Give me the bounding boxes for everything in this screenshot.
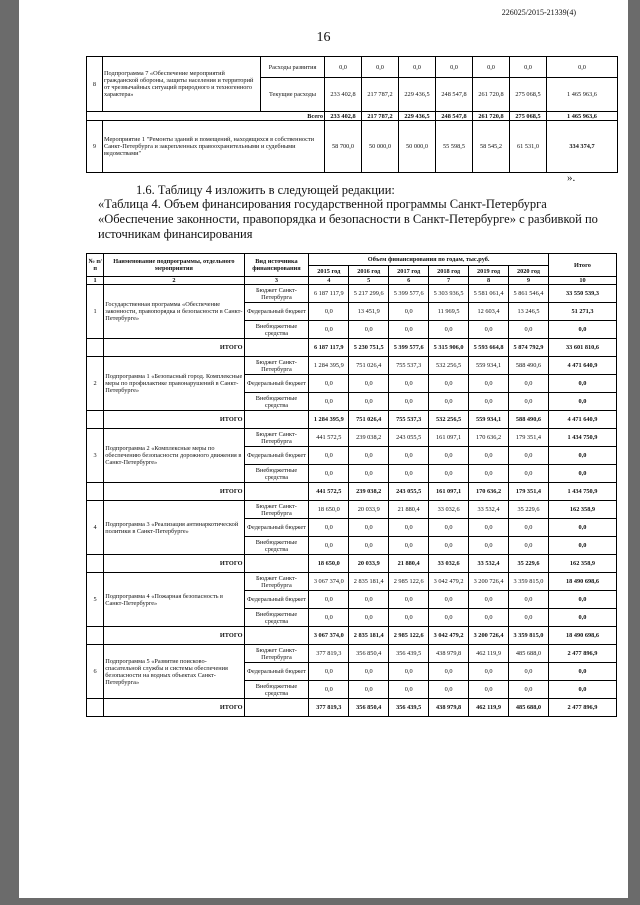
- empty-cell: [244, 483, 309, 501]
- value-cell: 0,0: [309, 303, 349, 321]
- value-cell: 0,0: [362, 57, 399, 78]
- financing-table: [86, 253, 617, 717]
- value-cell: 0,0: [349, 519, 389, 537]
- value-cell: 0,0: [509, 609, 549, 627]
- value-cell: 0,0: [389, 465, 429, 483]
- value-cell: 0,0: [309, 321, 349, 339]
- total-value: 2 477 896,9: [548, 699, 616, 717]
- total-value: 5 874 792,9: [509, 339, 549, 357]
- value-cell: 1 284 395,9: [309, 357, 349, 375]
- value-cell: 0,0: [429, 321, 469, 339]
- header-col-number: 6: [389, 277, 429, 285]
- value-cell: 0,0: [309, 591, 349, 609]
- value-cell: 18 490 698,6: [548, 573, 616, 591]
- funding-source: Внебюджетные средства: [244, 465, 309, 483]
- value-cell: 35 229,6: [509, 501, 549, 519]
- value-cell: 5 581 061,4: [469, 285, 509, 303]
- value-cell: 0,0: [469, 537, 509, 555]
- total-value: 438 979,8: [429, 699, 469, 717]
- measure-name: Мероприятие 1 "Ремонты зданий и помещений, находящихся в собственности Санкт-Петербурга и закрепленных правоохранительными и судебными ведомствами": [103, 121, 325, 173]
- value-cell: 0,0: [548, 537, 616, 555]
- value-cell: 0,0: [510, 57, 547, 78]
- value-cell: 0,0: [389, 519, 429, 537]
- row-number: 5: [87, 573, 104, 627]
- funding-source: Федеральный бюджет: [244, 591, 309, 609]
- funding-source: Бюджет Санкт-Петербурга: [244, 357, 309, 375]
- value-cell: 0,0: [429, 519, 469, 537]
- total-value: 356 850,4: [349, 699, 389, 717]
- total-value: 275 068,5: [510, 112, 547, 121]
- table-caption: «Таблица 4. Объем финансирования государственной программы Санкт-Петербурга «Обеспечение законности, правопорядка и безопасности в Санкт-Петербурге» с разбивкой по источникам финансирования: [98, 197, 598, 241]
- total-value: 441 572,5: [309, 483, 349, 501]
- program-name: Подпрограмма 4 «Пожарная безопасность в Санкт-Петербурге»: [104, 573, 244, 627]
- total-value: 377 819,3: [309, 699, 349, 717]
- total-row: [87, 555, 617, 573]
- funding-source: Бюджет Санкт-Петербурга: [244, 573, 309, 591]
- value-cell: 179 351,4: [509, 429, 549, 447]
- value-cell: 1 465 963,6: [547, 78, 618, 112]
- total-value: 588 490,6: [509, 411, 549, 429]
- value-cell: 0,0: [509, 321, 549, 339]
- header-col-number: 3: [244, 277, 309, 285]
- total-value: 6 187 117,9: [309, 339, 349, 357]
- funding-source: Внебюджетные средства: [244, 609, 309, 627]
- value-cell: 0,0: [436, 57, 473, 78]
- value-cell: 18 650,0: [309, 501, 349, 519]
- table-row: [87, 121, 618, 173]
- total-row: [87, 339, 617, 357]
- value-cell: 2 477 896,9: [548, 645, 616, 663]
- value-cell: 170 636,2: [469, 429, 509, 447]
- total-value: 4 471 640,9: [548, 411, 616, 429]
- document-id: 226025/2015-21339(4): [501, 8, 576, 17]
- value-cell: 0,0: [349, 681, 389, 699]
- header-col-number: 4: [309, 277, 349, 285]
- value-cell: 11 969,5: [429, 303, 469, 321]
- value-cell: 0,0: [429, 465, 469, 483]
- total-row: [87, 411, 617, 429]
- total-value: 18 650,0: [309, 555, 349, 573]
- total-value: 217 787,2: [362, 112, 399, 121]
- value-cell: 33 532,4: [469, 501, 509, 519]
- value-cell: 0,0: [469, 591, 509, 609]
- total-value: 751 026,4: [349, 411, 389, 429]
- document-page: [19, 0, 628, 898]
- table-row: [87, 573, 617, 591]
- total-label: ИТОГО: [104, 627, 244, 645]
- total-value: 35 229,6: [509, 555, 549, 573]
- value-cell: 0,0: [469, 465, 509, 483]
- table-row: [87, 57, 618, 78]
- program-name: Подпрограмма 1 «Безопасный город. Комплексные меры по профилактике правонарушений в Санкт-Петербурге»: [104, 357, 244, 411]
- header-col-number: 8: [469, 277, 509, 285]
- value-cell: 261 720,8: [473, 78, 510, 112]
- header-source: Вид источника финансирования: [244, 254, 309, 277]
- row-number: 1: [87, 285, 104, 339]
- value-cell: 5 861 546,4: [509, 285, 549, 303]
- total-label: ИТОГО: [104, 555, 244, 573]
- value-cell: 0,0: [469, 393, 509, 411]
- total-value: 1 284 395,9: [309, 411, 349, 429]
- table-row: [87, 357, 617, 375]
- value-cell: 51 271,3: [548, 303, 616, 321]
- empty-cell: [244, 699, 309, 717]
- value-cell: 1 434 750,9: [548, 429, 616, 447]
- total-label: ИТОГО: [104, 411, 244, 429]
- value-cell: 5 217 299,6: [349, 285, 389, 303]
- value-cell: 485 688,0: [509, 645, 549, 663]
- value-cell: 0,0: [469, 681, 509, 699]
- value-cell: 0,0: [548, 591, 616, 609]
- value-cell: 12 603,4: [469, 303, 509, 321]
- value-cell: 0,0: [469, 663, 509, 681]
- value-cell: 2 985 122,6: [389, 573, 429, 591]
- page-number: 16: [316, 30, 331, 45]
- header-num: № п/п: [87, 254, 104, 277]
- program-name: Подпрограмма 7 «Обеспечение мероприятий гражданской обороны, защиты населения и территорий от чрезвычайных ситуаций природного и техногенного характера»: [103, 57, 261, 112]
- value-cell: 0,0: [469, 519, 509, 537]
- value-cell: 356 439,5: [389, 645, 429, 663]
- value-cell: 356 850,4: [349, 645, 389, 663]
- header-col-number: 9: [509, 277, 549, 285]
- value-cell: 21 880,4: [389, 501, 429, 519]
- total-value: 5 593 664,8: [469, 339, 509, 357]
- value-cell: 0,0: [469, 375, 509, 393]
- value-cell: 0,0: [349, 375, 389, 393]
- value-cell: 161 097,1: [429, 429, 469, 447]
- value-cell: 13 451,9: [349, 303, 389, 321]
- total-value: 170 636,2: [469, 483, 509, 501]
- empty-cell: [87, 699, 104, 717]
- total-label: ИТОГО: [104, 483, 244, 501]
- value-cell: 0,0: [509, 681, 549, 699]
- value-cell: 0,0: [349, 537, 389, 555]
- value-cell: 0,0: [309, 465, 349, 483]
- funding-source: Бюджет Санкт-Петербурга: [244, 501, 309, 519]
- value-cell: 751 026,4: [349, 357, 389, 375]
- total-value: 1 465 963,6: [547, 112, 618, 121]
- header-col-number: 7: [429, 277, 469, 285]
- total-value: 559 934,1: [469, 411, 509, 429]
- value-cell: 3 359 815,0: [509, 573, 549, 591]
- total-value: 161 097,1: [429, 483, 469, 501]
- value-cell: 0,0: [389, 663, 429, 681]
- total-label: ИТОГО: [104, 339, 244, 357]
- value-cell: 0,0: [469, 609, 509, 627]
- value-cell: 441 572,5: [309, 429, 349, 447]
- continuation-table: [86, 56, 618, 173]
- empty-cell: [244, 339, 309, 357]
- table-row: [87, 501, 617, 519]
- program-name: Подпрограмма 3 «Реализация антинаркотической политики в Санкт-Петербурге»: [104, 501, 244, 555]
- total-value: 3 359 815,0: [509, 627, 549, 645]
- value-cell: 33 032,6: [429, 501, 469, 519]
- value-cell: 377 819,3: [309, 645, 349, 663]
- funding-source: Внебюджетные средства: [244, 393, 309, 411]
- value-cell: 0,0: [509, 591, 549, 609]
- value-cell: 0,0: [547, 57, 618, 78]
- total-value: 33 532,4: [469, 555, 509, 573]
- value-cell: 3 200 726,4: [469, 573, 509, 591]
- header-year: 2020 год: [509, 266, 549, 277]
- value-cell: 0,0: [389, 393, 429, 411]
- program-name: Государственная программа «Обеспечение законности, правопорядка и безопасности в Санкт-Петербурге»: [104, 285, 244, 339]
- value-cell: 243 055,5: [389, 429, 429, 447]
- table-row: [87, 645, 617, 663]
- value-cell: 20 033,9: [349, 501, 389, 519]
- header-col-number: 5: [349, 277, 389, 285]
- value-cell: 0,0: [349, 465, 389, 483]
- value-cell: 588 490,6: [509, 357, 549, 375]
- value-cell: 0,0: [473, 57, 510, 78]
- total-label: Всего: [87, 112, 325, 121]
- value-cell: 0,0: [349, 609, 389, 627]
- header-col-number: 2: [104, 277, 244, 285]
- table-row: [87, 285, 617, 303]
- total-value: 462 119,9: [469, 699, 509, 717]
- value-cell: 0,0: [469, 447, 509, 465]
- header-volume: Объем финансирования по годам, тыс.руб.: [309, 254, 549, 266]
- funding-source: Федеральный бюджет: [244, 447, 309, 465]
- header-year: 2019 год: [469, 266, 509, 277]
- row-number: 3: [87, 429, 104, 483]
- empty-cell: [244, 555, 309, 573]
- value-cell: 0,0: [309, 663, 349, 681]
- value-cell: 0,0: [389, 447, 429, 465]
- header-year: 2015 год: [309, 266, 349, 277]
- value-cell: 0,0: [309, 681, 349, 699]
- value-cell: 0,0: [509, 375, 549, 393]
- value-cell: 0,0: [509, 519, 549, 537]
- value-cell: 0,0: [509, 393, 549, 411]
- value-cell: 61 531,0: [510, 121, 547, 173]
- header-name: Наименование подпрограммы, отдельного мероприятия: [104, 254, 244, 277]
- value-cell: 233 402,8: [325, 78, 362, 112]
- total-row: [87, 112, 618, 121]
- value-cell: 0,0: [469, 321, 509, 339]
- total-value: 18 490 698,6: [548, 627, 616, 645]
- row-number: 8: [87, 57, 103, 112]
- value-cell: 3 042 479,2: [429, 573, 469, 591]
- value-cell: 58 700,0: [325, 121, 362, 173]
- value-cell: 0,0: [509, 465, 549, 483]
- value-cell: 4 471 640,9: [548, 357, 616, 375]
- value-cell: 0,0: [548, 393, 616, 411]
- value-cell: 0,0: [389, 591, 429, 609]
- total-value: 2 835 181,4: [349, 627, 389, 645]
- total-value: 5 230 751,5: [349, 339, 389, 357]
- value-cell: 6 187 117,9: [309, 285, 349, 303]
- value-cell: 0,0: [389, 609, 429, 627]
- value-cell: 438 979,8: [429, 645, 469, 663]
- total-value: 356 439,5: [389, 699, 429, 717]
- value-cell: 0,0: [548, 465, 616, 483]
- value-cell: 559 934,1: [469, 357, 509, 375]
- table-row: [87, 429, 617, 447]
- value-cell: 229 436,5: [399, 78, 436, 112]
- total-value: 1 434 750,9: [548, 483, 616, 501]
- total-value: 248 547,8: [436, 112, 473, 121]
- quote-end: ».: [567, 172, 576, 184]
- value-cell: 50 000,0: [362, 121, 399, 173]
- value-cell: 0,0: [349, 591, 389, 609]
- total-row: [87, 627, 617, 645]
- funding-source: Федеральный бюджет: [244, 519, 309, 537]
- value-cell: 5 399 577,6: [389, 285, 429, 303]
- funding-source: Бюджет Санкт-Петербурга: [244, 285, 309, 303]
- value-cell: 0,0: [389, 681, 429, 699]
- total-value: 755 537,3: [389, 411, 429, 429]
- total-value: 179 351,4: [509, 483, 549, 501]
- total-value: 3 200 726,4: [469, 627, 509, 645]
- value-cell: 0,0: [548, 375, 616, 393]
- value-cell: 0,0: [309, 375, 349, 393]
- value-cell: 0,0: [548, 663, 616, 681]
- total-label: ИТОГО: [104, 699, 244, 717]
- total-row: [87, 483, 617, 501]
- total-value: 5 315 906,0: [429, 339, 469, 357]
- program-name: Подпрограмма 2 «Комплексные меры по обеспечению безопасности дорожного движения в Санкт-Петербурге»: [104, 429, 244, 483]
- value-cell: 0,0: [429, 393, 469, 411]
- total-value: 261 720,8: [473, 112, 510, 121]
- value-cell: 0,0: [309, 537, 349, 555]
- row-number: 9: [87, 121, 103, 173]
- row-number: 2: [87, 357, 104, 411]
- empty-cell: [87, 555, 104, 573]
- value-cell: 0,0: [548, 681, 616, 699]
- value-cell: 0,0: [429, 375, 469, 393]
- value-cell: 334 374,7: [547, 121, 618, 173]
- total-value: 20 033,9: [349, 555, 389, 573]
- section-heading: 1.6. Таблицу 4 изложить в следующей редакции:: [136, 183, 395, 197]
- value-cell: 275 068,5: [510, 78, 547, 112]
- expense-type: Расходы развития: [261, 57, 325, 78]
- value-cell: 0,0: [399, 57, 436, 78]
- total-value: 21 880,4: [389, 555, 429, 573]
- total-value: 233 402,8: [325, 112, 362, 121]
- header-col-number: 1: [87, 277, 104, 285]
- value-cell: 0,0: [389, 303, 429, 321]
- value-cell: 50 000,0: [399, 121, 436, 173]
- funding-source: Федеральный бюджет: [244, 663, 309, 681]
- value-cell: 248 547,8: [436, 78, 473, 112]
- row-number: 4: [87, 501, 104, 555]
- total-value: 532 256,5: [429, 411, 469, 429]
- total-value: 162 358,9: [548, 555, 616, 573]
- value-cell: 0,0: [349, 321, 389, 339]
- value-cell: 55 598,5: [436, 121, 473, 173]
- value-cell: 0,0: [548, 609, 616, 627]
- value-cell: 532 256,5: [429, 357, 469, 375]
- header-year: 2018 год: [429, 266, 469, 277]
- empty-cell: [87, 627, 104, 645]
- value-cell: 0,0: [429, 663, 469, 681]
- empty-cell: [244, 411, 309, 429]
- funding-source: Федеральный бюджет: [244, 375, 309, 393]
- header-col-number: 10: [548, 277, 616, 285]
- value-cell: 0,0: [389, 321, 429, 339]
- value-cell: 0,0: [429, 537, 469, 555]
- total-value: 2 985 122,6: [389, 627, 429, 645]
- total-value: 3 042 479,2: [429, 627, 469, 645]
- value-cell: 755 537,3: [389, 357, 429, 375]
- value-cell: 462 119,9: [469, 645, 509, 663]
- total-value: 5 399 577,6: [389, 339, 429, 357]
- total-value: 33 032,6: [429, 555, 469, 573]
- value-cell: 3 067 374,0: [309, 573, 349, 591]
- empty-cell: [87, 483, 104, 501]
- value-cell: 0,0: [309, 393, 349, 411]
- funding-source: Бюджет Санкт-Петербурга: [244, 429, 309, 447]
- value-cell: 0,0: [389, 375, 429, 393]
- value-cell: 0,0: [429, 447, 469, 465]
- value-cell: 0,0: [548, 447, 616, 465]
- funding-source: Федеральный бюджет: [244, 303, 309, 321]
- value-cell: 0,0: [429, 591, 469, 609]
- header-total: Итого: [548, 254, 616, 277]
- value-cell: 0,0: [429, 681, 469, 699]
- value-cell: 0,0: [509, 447, 549, 465]
- total-value: 33 601 810,6: [548, 339, 616, 357]
- value-cell: 217 787,2: [362, 78, 399, 112]
- value-cell: 5 303 936,5: [429, 285, 469, 303]
- value-cell: 0,0: [429, 609, 469, 627]
- program-name: Подпрограмма 5 «Развитие поисково-спасательной службы и системы обеспечения безопасности на водных объектах Санкт-Петербурга»: [104, 645, 244, 699]
- empty-cell: [244, 627, 309, 645]
- funding-source: Внебюджетные средства: [244, 537, 309, 555]
- total-value: 243 055,5: [389, 483, 429, 501]
- header-year: 2017 год: [389, 266, 429, 277]
- value-cell: 0,0: [309, 447, 349, 465]
- funding-source: Внебюджетные средства: [244, 681, 309, 699]
- value-cell: 33 550 539,3: [548, 285, 616, 303]
- total-value: 239 038,2: [349, 483, 389, 501]
- row-number: 6: [87, 645, 104, 699]
- funding-source: Бюджет Санкт-Петербурга: [244, 645, 309, 663]
- value-cell: 0,0: [309, 609, 349, 627]
- value-cell: 0,0: [325, 57, 362, 78]
- total-value: 3 067 374,0: [309, 627, 349, 645]
- total-row: [87, 699, 617, 717]
- value-cell: 0,0: [349, 447, 389, 465]
- value-cell: 162 358,9: [548, 501, 616, 519]
- value-cell: 0,0: [349, 663, 389, 681]
- value-cell: 0,0: [509, 537, 549, 555]
- value-cell: 0,0: [389, 537, 429, 555]
- expense-type: Текущие расходы: [261, 78, 325, 112]
- empty-cell: [87, 339, 104, 357]
- funding-source: Внебюджетные средства: [244, 321, 309, 339]
- value-cell: 2 835 181,4: [349, 573, 389, 591]
- value-cell: 58 545,2: [473, 121, 510, 173]
- value-cell: 0,0: [548, 321, 616, 339]
- value-cell: 0,0: [349, 393, 389, 411]
- total-value: 229 436,5: [399, 112, 436, 121]
- value-cell: 0,0: [309, 519, 349, 537]
- empty-cell: [87, 411, 104, 429]
- value-cell: 0,0: [548, 519, 616, 537]
- value-cell: 239 038,2: [349, 429, 389, 447]
- total-value: 485 688,0: [509, 699, 549, 717]
- value-cell: 0,0: [509, 663, 549, 681]
- value-cell: 13 246,5: [509, 303, 549, 321]
- header-year: 2016 год: [349, 266, 389, 277]
